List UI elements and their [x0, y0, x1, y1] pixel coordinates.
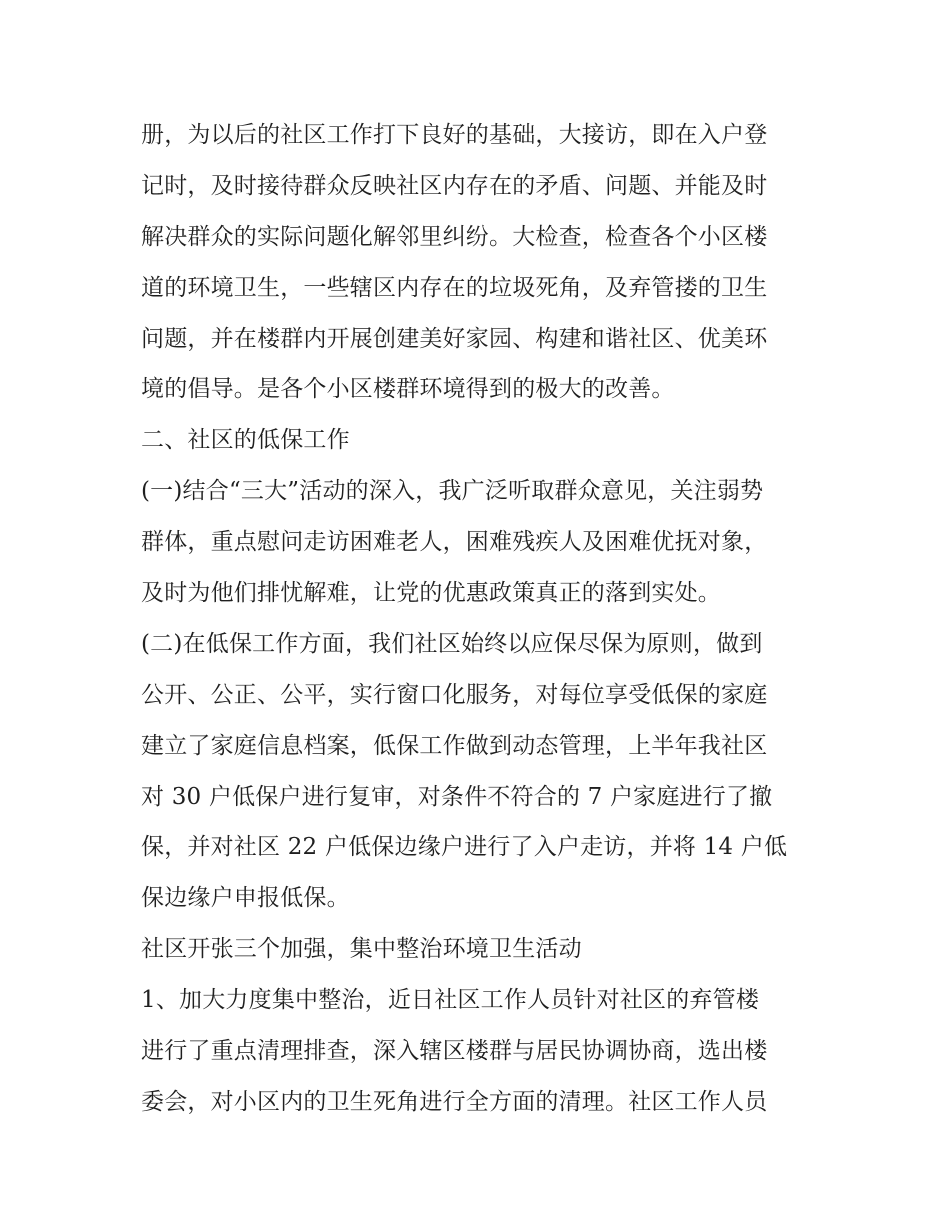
- text-line-1: 册，为以后的社区工作打下良好的基础，大接访，即在入户登: [141, 122, 768, 148]
- text-line-20: 委会，对小区内的卫生死角进行全方面的清理。社区工作人员: [141, 1088, 768, 1115]
- text-line-12: 公开、公正、公平，实行窗口化服务，对每位享受低保的家庭: [141, 681, 768, 708]
- text-line-3: 解决群众的实际问题化解邻里纠纷。大检查，检查各个小区楼: [141, 223, 768, 250]
- section-heading-low-income: 二、社区的低保工作: [141, 427, 350, 454]
- text-line-11: (二)在低保工作方面，我们社区始终以应保尽保为原则，做到: [141, 630, 763, 657]
- text-line-19: 进行了重点清理排查，深入辖区楼群与居民协调协商，选出楼: [141, 1038, 768, 1065]
- text-line-6: 境的倡导。是各个小区楼群环境得到的极大的改善。: [141, 376, 675, 403]
- text-line-18: 1、加大力度集中整治，近日社区工作人员针对社区的弃管楼: [141, 987, 760, 1014]
- text-line-5: 问题，并在楼群内开展创建美好家园、构建和谐社区、优美环: [141, 325, 768, 352]
- text-line-16: 保边缘户申报低保。: [141, 885, 350, 912]
- text-line-8: (一)结合“三大”活动的深入，我广泛听取群众意见，关注弱势: [141, 478, 764, 505]
- text-line-4: 道的环境卫生，一些辖区内存在的垃圾死角，及弃管搂的卫生: [141, 274, 768, 301]
- text-line-13: 建立了家庭信息档案，低保工作做到动态管理，上半年我社区: [141, 732, 768, 759]
- text-line-14: 对 30 户低保户进行复审，对条件不符合的 7 户家庭进行了撤: [141, 783, 773, 810]
- document-page: [141, 110, 821, 1128]
- text-line-15: 保，并对社区 22 户低保边缘户进行了入户走访，并将 14 户低: [141, 834, 788, 861]
- text-line-9: 群体，重点慰问走访困难老人，困难残疾人及困难优抚对象，: [141, 529, 768, 556]
- section-heading-environment: 社区开张三个加强，集中整治环境卫生活动: [141, 936, 582, 963]
- text-line-10: 及时为他们排忧解难，让党的优惠政策真正的落到实处。: [141, 580, 721, 607]
- text-line-2: 记时，及时接待群众反映社区内存在的矛盾、问题、并能及时: [141, 172, 768, 199]
